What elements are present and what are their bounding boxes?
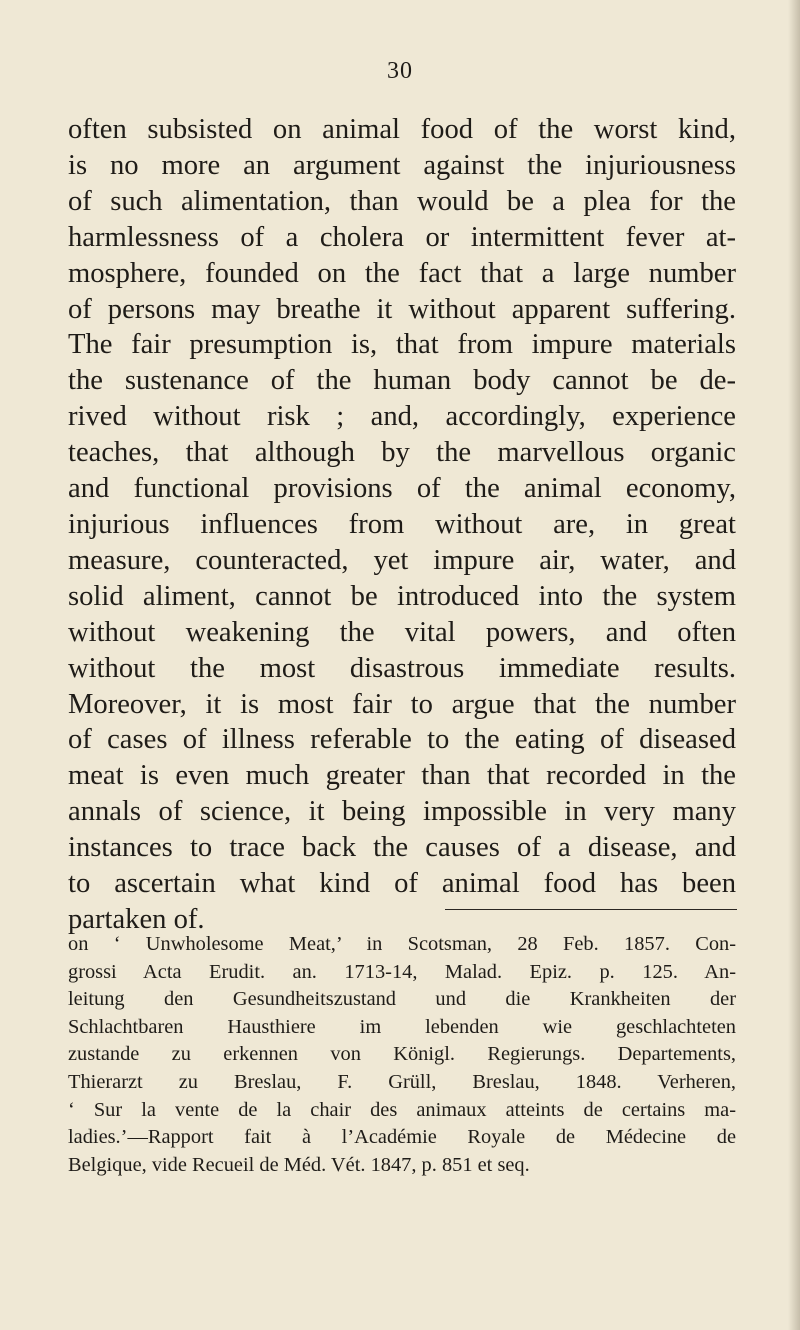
- body-line: of such alimentation, than would be a plea for the: [68, 185, 736, 217]
- footnote-line: Schlachtbaren Hausthiere im lebenden wie geschlachteten: [68, 1015, 736, 1038]
- body-line: is no more an argument against the injuriousness: [68, 149, 736, 181]
- body-line: annals of science, it being impossible in very many: [68, 796, 736, 828]
- body-line: meat is even much greater than that recorded in the: [68, 760, 736, 792]
- body-line: The fair presumption is, that from impure materials: [68, 329, 736, 361]
- body-line: injurious influences from without are, in great: [68, 508, 736, 540]
- body-line: harmlessness of a cholera or intermittent fever at-: [68, 221, 736, 253]
- body-line: rived without risk ; and, accordingly, experience: [68, 401, 736, 433]
- body-line: without weakening the vital powers, and often: [68, 616, 736, 648]
- footnote: [68, 931, 736, 1179]
- body-line: without the most disastrous immediate results.: [68, 652, 736, 684]
- body-line: of cases of illness referable to the eating of diseased: [68, 724, 736, 756]
- body-line: and functional provisions of the animal economy,: [68, 473, 736, 505]
- footnote-line: Belgique, vide Recueil de Méd. Vét. 1847, p. 851 et seq.: [68, 1153, 530, 1176]
- body-line: often subsisted on animal food of the worst kind,: [68, 114, 736, 145]
- body-paragraph: [68, 112, 736, 938]
- footnote-line: zustande zu erkennen von Königl. Regierungs. Departements,: [68, 1043, 736, 1066]
- body-line: measure, counteracted, yet impure air, water, and: [68, 544, 736, 576]
- body-line: solid aliment, cannot be introduced into the system: [68, 580, 736, 612]
- footnote-line: leitung den Gesundheitszustand und die Krankheiten der: [68, 988, 736, 1011]
- body-line: instances to trace back the causes of a disease, and: [68, 832, 736, 864]
- body-line: Moreover, it is most fair to argue that the number: [68, 688, 736, 720]
- footnote-line: on ‘ Unwholesome Meat,’ in Scotsman, 28 Feb. 1857. Con-: [68, 933, 736, 955]
- footnote-line: ‘ Sur la vente de la chair des animaux atteints de certains ma-: [68, 1098, 736, 1121]
- page-edge-shadow: [788, 0, 800, 1330]
- footnote-separator-rule: [445, 909, 737, 910]
- page-number: 30: [387, 58, 413, 84]
- body-line: mosphere, founded on the fact that a large number: [68, 257, 736, 289]
- body-line: to ascertain what kind of animal food has been: [68, 868, 736, 900]
- body-line: the sustenance of the human body cannot be de-: [68, 365, 736, 397]
- footnote-line: grossi Acta Erudit. an. 1713-14, Malad. Epiz. p. 125. An-: [68, 960, 736, 983]
- body-line: teaches, that although by the marvellous organic: [68, 437, 736, 469]
- body-line: of persons may breathe it without apparent suffering.: [68, 293, 736, 325]
- body-line: partaken of.: [68, 903, 205, 935]
- footnote-line: ladies.’—Rapport fait à l’Académie Royale de Médecine de: [68, 1126, 736, 1149]
- footnote-line: Thierarzt zu Breslau, F. Grüll, Breslau, 1848. Verheren,: [68, 1070, 736, 1093]
